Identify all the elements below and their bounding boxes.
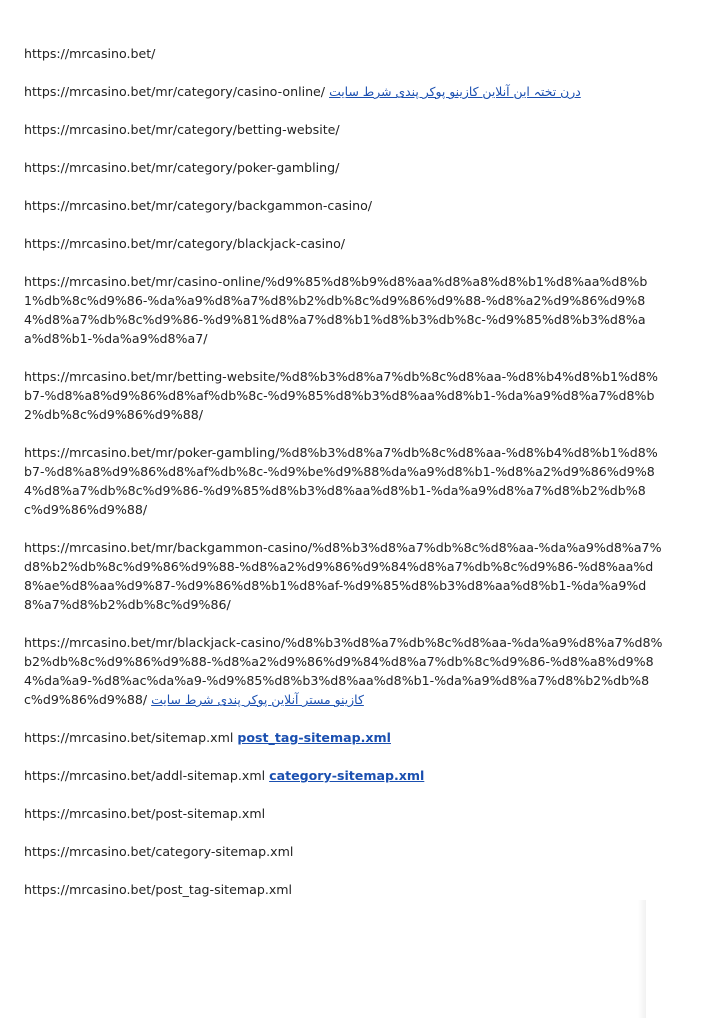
url-entry xyxy=(24,234,664,253)
url-entry xyxy=(24,880,664,899)
url-entry xyxy=(24,44,664,63)
url-text: https://mrcasino.bet/mr/category/backgammon-casino/ xyxy=(24,198,373,213)
url-text: https://mrcasino.bet/mr/backgammon-casino/%d8%b3%d8%a7%db%8c%d8%aa-%da%a9%d8%a7%d8%b2%db%8c%d9%86%d9%88-%d8%a2%d9%86%d9%84%d8%a7%db%8c%d9%86-%d8%aa%d8%ae%d8%aa%d9%87-%d9%86%d8%b1%d8%af-%d9%85%d8%b3%d8%aa%d8%b1-%da%a9%d8%a7%d8%b2%db%8c%d9%86/ xyxy=(24,540,662,612)
url-text: https://mrcasino.bet/post_tag-sitemap.xml xyxy=(24,882,293,897)
persian-link[interactable]: درن تختہ این آنلاین کازینو پوکر پندی شرط سایت xyxy=(329,84,581,99)
url-text: https://mrcasino.bet/addl-sitemap.xml xyxy=(24,768,266,783)
url-entry xyxy=(24,272,664,348)
url-entry xyxy=(24,538,664,614)
url-text: https://mrcasino.bet/mr/category/blackjack-casino/ xyxy=(24,236,346,251)
url-text: https://mrcasino.bet/mr/poker-gambling/%d8%b3%d8%a7%db%8c%d8%aa-%d8%b4%d8%b1%d8%b7-%d8%a8%d9%86%d8%af%db%8c-%d9%be%d9%88%da%a9%d8%b1-%d8%a2%d9%86%d9%84%d8%a7%db%8c%d9%86-%d9%85%d8%b3%d8%aa%d8%b1-%da%a9%d8%a7%d8%b2%db%8c%d9%86%d9%88/ xyxy=(24,445,658,517)
url-entry xyxy=(24,120,664,139)
page-edge-shadow xyxy=(638,900,646,1018)
sitemap-link[interactable]: post_tag-sitemap.xml xyxy=(237,730,391,745)
url-entry xyxy=(24,367,664,424)
url-entry xyxy=(24,842,664,861)
sitemap-link[interactable]: category-sitemap.xml xyxy=(269,768,425,783)
url-text: https://mrcasino.bet/mr/blackjack-casino/%d8%b3%d8%a7%db%8c%d8%aa-%da%a9%d8%a7%d8%b2%db%8c%d9%86%d9%88-%d8%a2%d9%86%d9%84%d8%a7%db%8c%d9%86-%d8%a8%d9%84%da%a9-%d8%ac%da%a9-%d9%85%d8%b3%d8%aa%d8%b1-%da%a9%d8%a7%d8%b2%db%8c%d9%86%d9%88/ xyxy=(24,635,663,707)
url-text: https://mrcasino.bet/mr/casino-online/%d9%85%d8%b9%d8%aa%d8%a8%d8%b1%d8%aa%d8%b1%db%8c%d9%86-%da%a9%d8%a7%d8%b2%db%8c%d9%86%d9%88-%d8%a2%d9%86%d9%84%d8%a7%db%8c%d9%86-%d9%81%d8%a7%d8%b1%d8%b3%db%8c-%d9%85%d8%b3%d8%aa%d8%b1-%da%a9%d8%a7/ xyxy=(24,274,648,346)
url-text: https://mrcasino.bet/mr/category/poker-gambling/ xyxy=(24,160,340,175)
url-text: https://mrcasino.bet/post-sitemap.xml xyxy=(24,806,266,821)
document-body xyxy=(24,44,664,918)
url-text: https://mrcasino.bet/ xyxy=(24,46,156,61)
url-text: https://mrcasino.bet/mr/category/betting-website/ xyxy=(24,122,340,137)
url-entry xyxy=(24,633,664,709)
url-text: https://mrcasino.bet/mr/category/casino-online/ xyxy=(24,84,326,99)
url-entry xyxy=(24,443,664,519)
url-text: https://mrcasino.bet/category-sitemap.xml xyxy=(24,844,294,859)
url-entry xyxy=(24,158,664,177)
url-entry xyxy=(24,82,664,101)
url-entry xyxy=(24,804,664,823)
url-entry xyxy=(24,766,664,785)
url-entry xyxy=(24,196,664,215)
persian-link[interactable]: کازینو مستر آنلاین پوکر پندی شرط سایت xyxy=(151,692,364,707)
url-text: https://mrcasino.bet/sitemap.xml xyxy=(24,730,234,745)
url-text: https://mrcasino.bet/mr/betting-website/%d8%b3%d8%a7%db%8c%d8%aa-%d8%b4%d8%b1%d8%b7-%d8%a8%d9%86%d8%af%db%8c-%d9%85%d8%b3%d8%aa%d8%b1-%da%a9%d8%a7%d8%b2%db%8c%d9%86%d9%88/ xyxy=(24,369,658,422)
url-entry xyxy=(24,728,664,747)
